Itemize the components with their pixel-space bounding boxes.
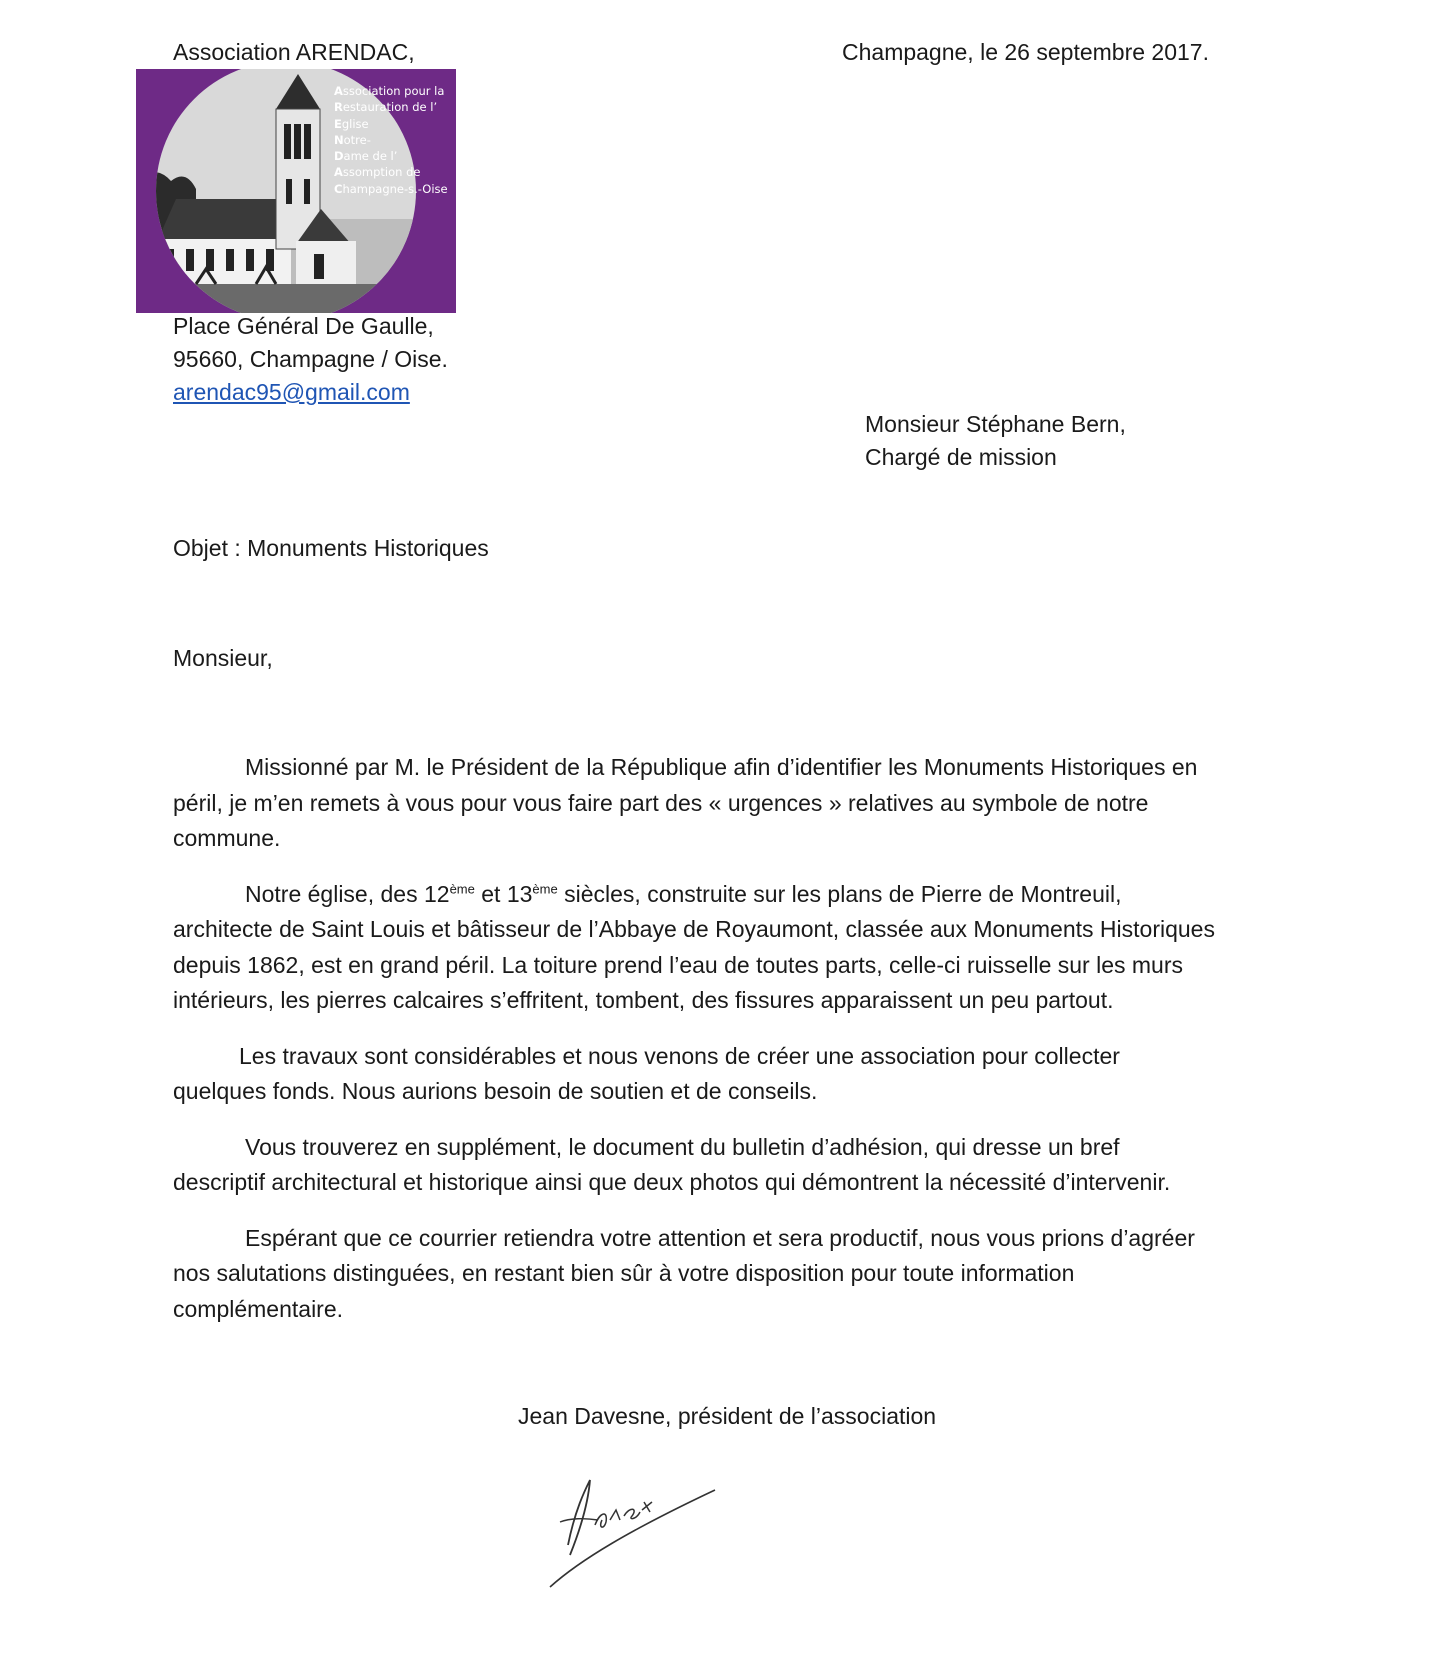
- paragraph-2: Notre église, des 12ème et 13ème siècles, construite sur les plans de Pierre de Montreuil, architecte de Saint Louis et bâtisseur de l’Abbaye de Royaumont, classée aux Monuments Historiques depuis 1862, est en grand péril. La toiture prend l’eau de toutes parts, celle-ci ruisselle sur les murs intérieurs, les pierres calcaires s’effritent, tombent, des fissures apparaissent un peu partout.: [173, 880, 1215, 1013]
- recipient-block: [865, 408, 1126, 474]
- recipient-name: Monsieur Stéphane Bern,: [865, 411, 1126, 437]
- recipient-title: Chargé de mission: [865, 444, 1057, 470]
- signer-name: Jean Davesne, président de l’association: [518, 1403, 937, 1429]
- salutation: Monsieur,: [173, 645, 273, 671]
- sender-address: [173, 310, 448, 409]
- letter-subject: Objet : Monuments Historiques: [173, 535, 489, 561]
- paragraph-5: Espérant que ce courrier retiendra votre attention et sera productif, nous vous prions d’agréer nos salutations distinguées, en restant bien sûr à votre disposition pour toute information complémentaire.: [173, 1224, 1195, 1322]
- email-link[interactable]: arendac95@gmail.com: [173, 379, 410, 405]
- address-line-2: 95660, Champagne / Oise.: [173, 346, 448, 372]
- address-line-1: Place Général De Gaulle,: [173, 313, 434, 339]
- logo-acronym: Association pour la Restauration de l’ Eglise Notre- Dame de l’ Assomption de Champagne-s.-Oise: [334, 84, 448, 196]
- paragraph-1: Missionné par M. le Président de la République afin d’identifier les Monuments Historiques en péril, je m’en remets à vous pour vous faire part des « urgences » relatives au symbole de notre commune.: [173, 754, 1198, 851]
- handwritten-signature: [540, 1450, 740, 1600]
- paragraph-3: Les travaux sont considérables et nous venons de créer une association pour collecter quelques fonds. Nous aurions besoin de soutien et de conseils.: [173, 1042, 1120, 1104]
- letter-body: [173, 750, 1293, 1347]
- paragraph-4: Vous trouverez en supplément, le document du bulletin d’adhésion, qui dresse un bref descriptif architectural et historique ainsi que deux photos qui démontrent la nécessité d’intervenir.: [173, 1133, 1171, 1195]
- association-logo: [136, 69, 456, 313]
- letter-date: Champagne, le 26 septembre 2017.: [842, 39, 1209, 65]
- sender-name: Association ARENDAC,: [173, 39, 415, 65]
